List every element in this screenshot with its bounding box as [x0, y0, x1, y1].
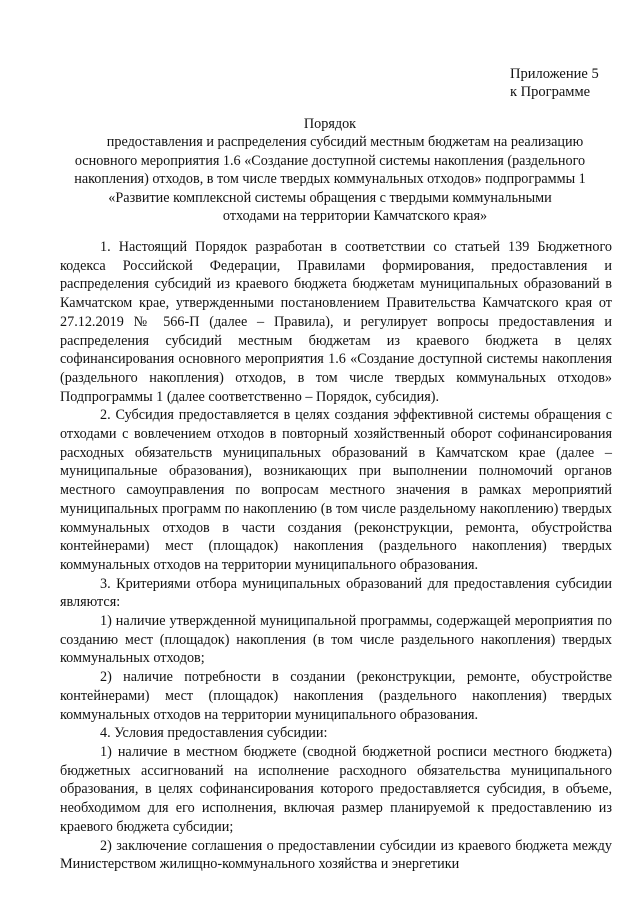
- paragraph-3-item-2: 2) наличие потребности в создании (реконструкции, ремонте, обустройстве контейнерами) мест (площадок) накопления (раздельного накопления) твердых коммунальных отходов на территории муниципального образования.: [60, 669, 612, 723]
- title-line: накопления) отходов, в том числе твердых коммунальных отходов» подпрограммы 1: [74, 171, 586, 188]
- paragraph-4-item-1: 1) наличие в местном бюджете (сводной бюджетной росписи местного бюджета) бюджетных ассигнований на исполнение расходного обязательства муниципального образования, в целях софинансирования которого предоставляется субсидия, в объеме, необходимом для его исполнения, включая размер планируемой к предоставлению из краевого бюджета субсидии;: [60, 743, 612, 835]
- title-line: предоставления и распределения субсидий местным бюджетам на реализацию: [106, 134, 584, 151]
- paragraph-3: 3. Критериями отбора муниципальных образований для предоставления субсидии являются:: [60, 575, 612, 611]
- title-line: Порядок: [303, 116, 357, 132]
- title-line: отходами на территории Камчатского края»: [222, 208, 488, 225]
- paragraph-1: 1. Настоящий Порядок разработан в соответствии со статьей 139 Бюджетного кодекса Российской Федерации, Правилами формирования, предоставления и распределения субсидий из краевого бюджета бюджетам муниципальных образований в Камчатском крае, утвержденными постановлением Правительства Камчатского края от 27.12.2019 № 566-П (далее – Правила), и регулирует вопросы предоставления и распределения субсидий местным бюджетам из краевого бюджета в целях софинансирования основного мероприятия 1.6 «Создание доступной системы накопления (раздельного накопления) отходов, в том числе твердых коммунальных отходов» Подпрограммы 1 (далее соответственно – Порядок, субсидия).: [60, 239, 612, 405]
- paragraph-2: 2. Субсидия предоставляется в целях создания эффективной системы обращения с отходами с вовлечением отходов в повторный хозяйственный оборот софинансирования расходных обязательств муниципальных образований в Камчатском крае (далее – муниципальные образования), возникающих при выполнении полномочий органов местного самоуправления по вопросам местного значения в рамках мероприятий муниципальных программ по накоплению (в том числе раздельному накоплению) твердых коммунальных отходов в части создания (реконструкции, ремонта, обустройства контейнерами) мест (площадок) накопления (раздельного накопления) твердых коммунальных отходов на территории муниципального образования.: [60, 407, 612, 573]
- paragraph-4-item-2: 2) заключение соглашения о предоставлении субсидии из краевого бюджета между Министерством жилищно-коммунального хозяйства и энергетики: [60, 837, 612, 873]
- appendix-reference: к Программе: [510, 84, 591, 100]
- document-title: [40, 115, 620, 225]
- paragraph-4: 4. Условия предоставления субсидии:: [100, 725, 328, 742]
- appendix-label: [510, 65, 630, 101]
- document-body: [60, 238, 612, 874]
- title-line: основного мероприятия 1.6 «Создание доступной системы накопления (раздельного: [74, 152, 586, 169]
- appendix-number: Приложение 5: [510, 66, 599, 82]
- paragraph-3-item-1: 1) наличие утвержденной муниципальной программы, содержащей мероприятия по созданию мест (площадок) накопления (в том числе раздельного накопления) твердых коммунальных отходов;: [60, 613, 612, 667]
- title-line: «Развитие комплексной системы обращения с твердыми коммунальными: [108, 189, 552, 206]
